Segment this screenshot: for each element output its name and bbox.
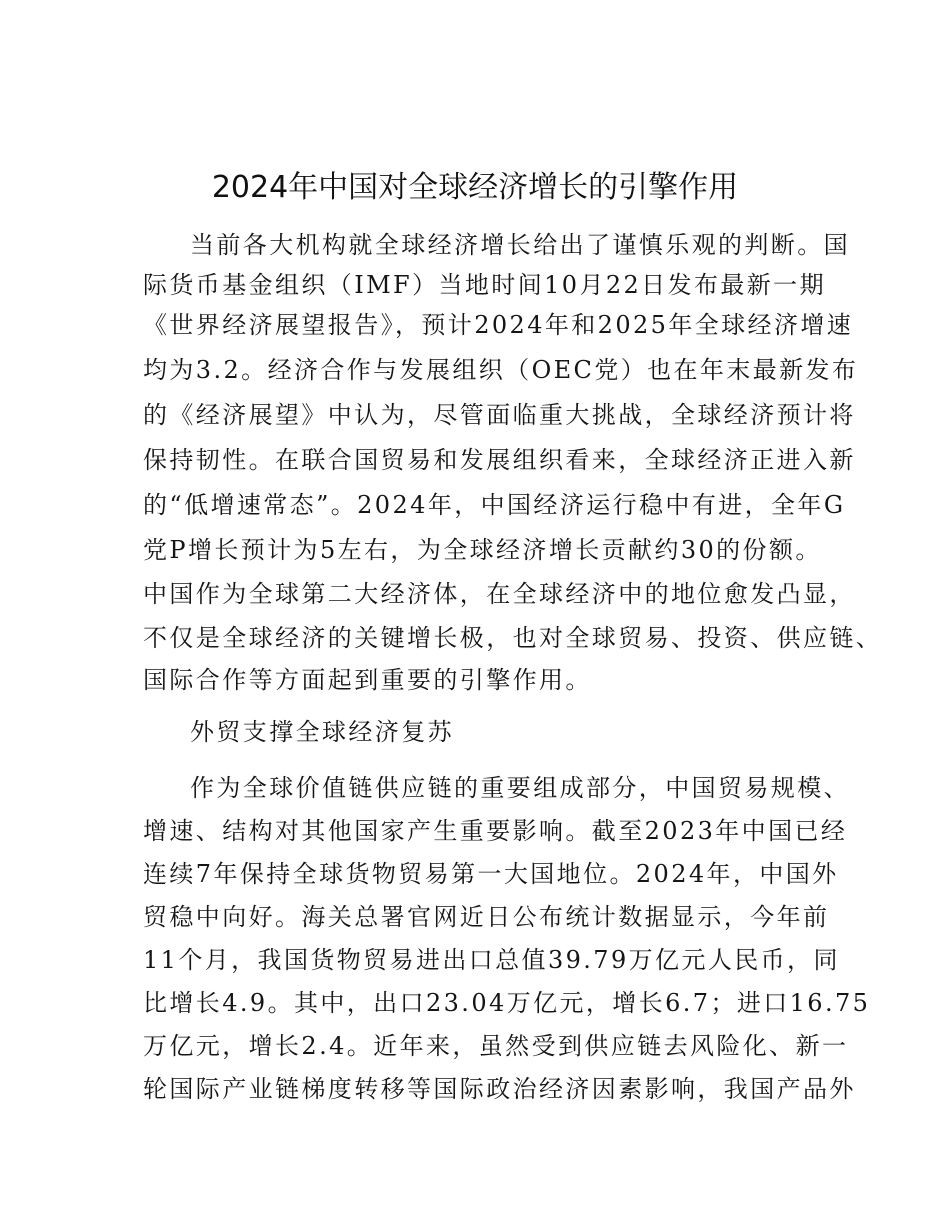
paragraph-1-line: 的“低增速常态”。2024年，中国经济运行稳中有进，全年G bbox=[143, 491, 846, 519]
paragraph-1-line: 《世界经济展望报告》，预计2024年和2025年全球经济增速 bbox=[143, 311, 854, 339]
paragraph-1-line: 中国作为全球第二大经济体，在全球经济中的地位愈发凸显， bbox=[143, 580, 856, 608]
paragraph-2-line: 增速、结构对其他国家产生重要影响。截至2023年中国已经 bbox=[143, 817, 848, 845]
paragraph-2-line: 比增长4.9。其中，出口23.04万亿元，增长6.7；进口16.75 bbox=[143, 989, 871, 1017]
paragraph-2-line: 11个月，我国货物贸易进出口总值39.79万亿元人民币，同 bbox=[143, 946, 840, 974]
paragraph-1-line: 不仅是全球经济的关键增长极，也对全球贸易、投资、供应链、 bbox=[143, 624, 883, 652]
document-title: 2024年中国对全球经济增长的引擎作用 bbox=[211, 170, 739, 205]
paragraph-2-line: 连续7年保持全球货物贸易第一大国地位。2024年，中国外 bbox=[143, 860, 839, 888]
paragraph-2-line: 万亿元，增长2.4。近年来，虽然受到供应链去风险化、新一 bbox=[143, 1032, 849, 1060]
paragraph-1-line: 际货币基金组织（IMF）当地时间10月22日发布最新一期 bbox=[143, 271, 826, 299]
paragraph-1-line: 的《经济展望》中认为，尽管面临重大挑战，全球经济预计将 bbox=[143, 401, 856, 429]
paragraph-1-line: 国际合作等方面起到重要的引擎作用。 bbox=[143, 666, 592, 694]
paragraph-1-line: 保持韧性。在联合国贸易和发展组织看来，全球经济正进入新 bbox=[143, 446, 856, 474]
paragraph-2-line: 贸稳中向好。海关总署官网近日公布统计数据显示，今年前 bbox=[143, 903, 830, 931]
paragraph-2-line: 作为全球价值链供应链的重要组成部分，中国贸易规模、 bbox=[190, 774, 850, 802]
paragraph-1-line: 当前各大机构就全球经济增长给出了谨慎乐观的判断。国 bbox=[190, 231, 850, 259]
section-heading: 外贸支撑全球经济复苏 bbox=[190, 718, 454, 746]
paragraph-1-line: 党P增长预计为5左右，为全球经济增长贡献约30的份额。 bbox=[143, 536, 822, 564]
paragraph-2-line: 轮国际产业链梯度转移等国际政治经济因素影响，我国产品外 bbox=[143, 1075, 856, 1103]
paragraph-1-line: 均为3.2。经济合作与发展组织（OEC党）也在年末最新发布 bbox=[143, 356, 859, 384]
